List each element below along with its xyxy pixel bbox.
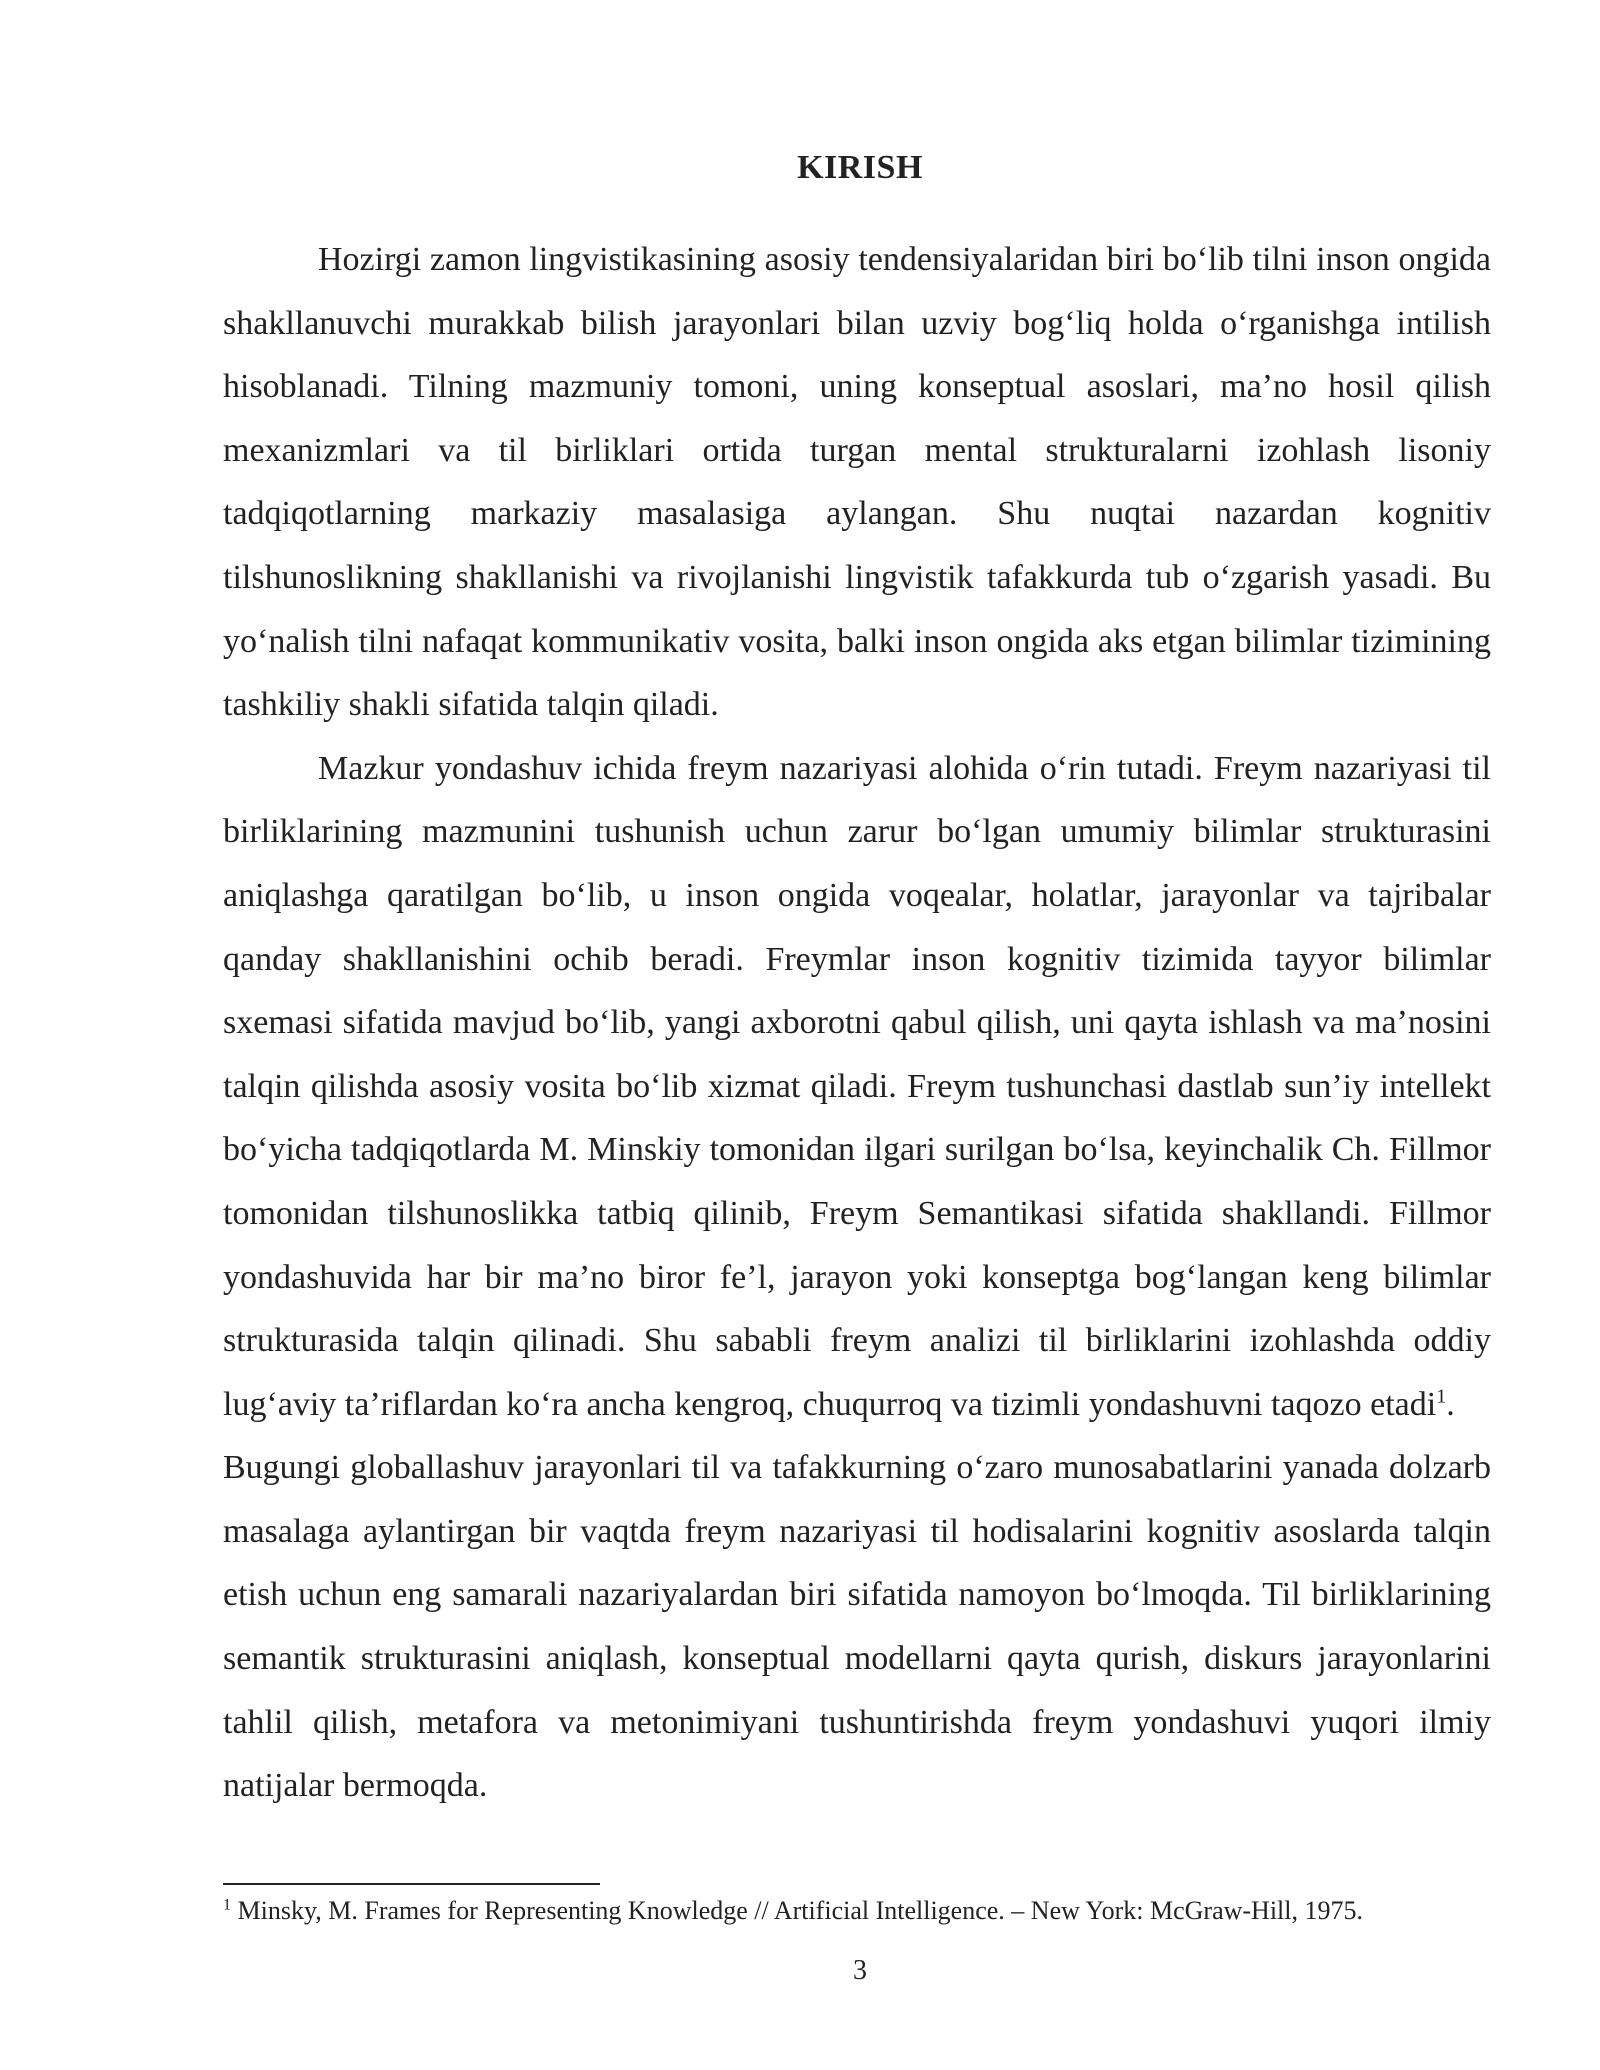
page-title: KIRISH [797,149,923,186]
paragraph-3: Bugungi globallashuv jarayonlari til va tafakkurning o‘zaro munosabatlarini yanada dolzarb masalaga aylantirgan bir vaqtda freym nazariyasi til hodisalarini kognitiv asoslarda talqin etish uchun eng samarali nazariyalardan biri sifatida namoyon bo‘lmoqda. Til birliklarining semantik strukturasini aniqlash, konseptual modellarni qayta qurish, diskurs jarayonlarini tahlil qilish, metafora va metonimiyani tushuntirishda freym yondashuvi yuqori ilmiy natijalar bermoqda. [223,1449,1491,1805]
paragraph-1: Hozirgi zamon lingvistikasining asosiy tendensiyalaridan biri bo‘lib tilni inson ongida shakllanuvchi murakkab bilish jarayonlari bilan uzviy bog‘liq holda o‘rganishga intilish hisoblanadi. Tilning mazmuniy tomoni, uning konseptual asoslari, ma’no hosil qilish mexanizmlari va til birliklari ortida turgan mental strukturalarni izohlash lisoniy tadqiqotlarning markaziy masalasiga aylangan. Shu nuqtai nazardan kognitiv tilshunoslikning shakllanishi va rivojlanishi lingvistik tafakkurda tub o‘zgarish yasadi. Bu yo‘nalish tilni nafaqat kommunikativ vosita, balki inson ongida aks etgan bilimlar tizimining tashkiliy shakli sifatida talqin qiladi. [223,241,1491,724]
paragraph-2 [223,737,1491,1437]
paragraph-2-end: . [1446,1385,1455,1423]
footnote [223,1893,1491,1929]
footnote-number: 1 [223,1896,231,1914]
paragraph-2-text: Mazkur yondashuv ichida freym nazariyasi alohida o‘rin tutadi. Freym nazariyasi til birliklarining mazmunini tushunish uchun zarur bo‘lgan umumiy bilimlar strukturasini aniqlashga qaratilgan bo‘lib, u inson ongida voqealar, holatlar, jarayonlar va tajribalar qanday shakllanishini ochib beradi. Freymlar inson kognitiv tizimida tayyor bilimlar sxemasi sifatida mavjud bo‘lib, yangi axborotni qabul qilish, uni qayta ishlash va ma’nosini talqin qilishda asosiy vosita bo‘lib xizmat qiladi. Freym tushunchasi dastlab sun’iy intellekt bo‘yicha tadqiqotlarda M. Minskiy tomonidan ilgari surilgan bo‘lsa, keyinchalik Ch. Fillmor tomonidan tilshunoslikka tatbiq qilinib, Freym Semantikasi sifatida shakllandi. Fillmor yondashuvida har bir ma’no biror fe’l, jarayon yoki konseptga bog‘langan keng bilimlar strukturasida talqin qilinadi. Shu sababli freym analizi til birliklarini izohlashda oddiy lug‘aviy ta’riflardan ko‘ra ancha kengroq, chuqurroq va tizimli yondashuvni taqozo etadi [223,749,1491,1423]
footnote-reference[interactable]: 1 [1436,1385,1447,1408]
footnote-separator [223,1883,600,1885]
footnote-text: Minsky, M. Frames for Representing Knowledge // Artificial Intelligence. – New York: McGraw-Hill, 1975. [237,1896,1364,1925]
page-number: 3 [853,1955,867,1986]
body-text [223,228,1491,1818]
